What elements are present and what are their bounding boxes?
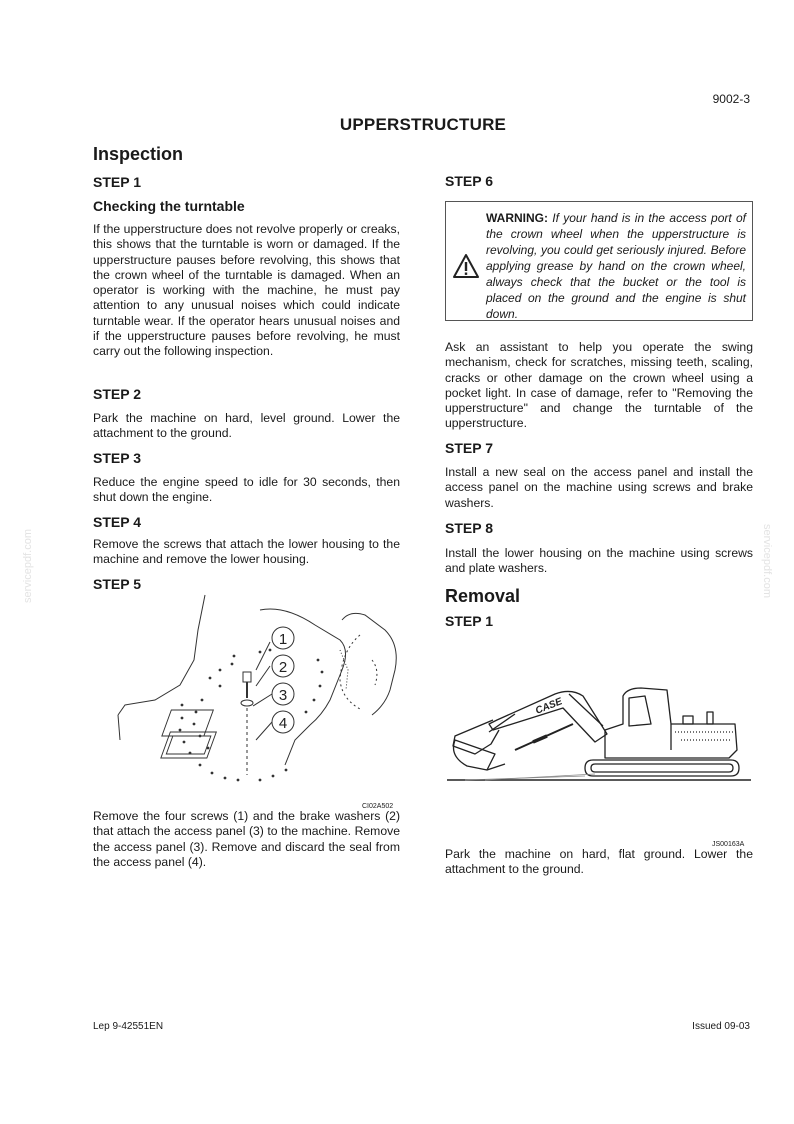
step1-text: If the upperstructure does not revolve properly or creaks, this shows that the turntable is worn or damaged. If the upperstructure pauses before revolving, this shows that the crown wheel of the turntable is damaged. When an operator is working with the machine, he must pay attention to any unusual noises which could indicate turntable wear. If the operator hears unusual noises and if the upperstructure pauses before revolving, he must carry out the following inspection. — [93, 222, 400, 359]
watermark-right: servicepdf.com — [760, 524, 773, 598]
step2-text: Park the machine on hard, level ground. Lower the attachment to the ground. — [93, 411, 400, 441]
warning-box — [445, 201, 753, 321]
callout-2: 2 — [278, 659, 288, 676]
step7-text: Install a new seal on the access panel and install the access panel on the machine using screws and brake washers. — [445, 465, 753, 510]
step1-label: STEP 1 — [93, 174, 141, 190]
step7-label: STEP 7 — [445, 440, 493, 456]
step4-label: STEP 4 — [93, 514, 141, 530]
footer-doc-number: Lep 9-42551EN — [93, 1021, 164, 1032]
step5-text: Remove the four screws (1) and the brake washers (2) that attach the access panel (3) to the machine. Remove the access panel (3). Remove and discard the seal from the access panel (4). — [93, 809, 400, 869]
warning-lead: WARNING: — [486, 211, 548, 225]
step8-label: STEP 8 — [445, 520, 493, 536]
section-removal: Removal — [445, 586, 521, 606]
figure-code-right: JS00163A — [712, 841, 745, 848]
warning-text-block — [486, 210, 746, 322]
figure-code-left: CI02A502 — [362, 803, 394, 810]
step8-text: Install the lower housing on the machine using screws and plate washers. — [445, 546, 753, 576]
step5-label: STEP 5 — [93, 576, 141, 592]
removal-step1-text: Park the machine on hard, flat ground. Lower the attachment to the ground. — [445, 847, 753, 877]
page-title: UPPERSTRUCTURE — [339, 115, 507, 134]
machine-brand-label: CASE — [534, 696, 564, 717]
step6-text: Ask an assistant to help you operate the swing mechanism, check for scratches, missing teeth, scaling, cracks or other damage on the crown wheel using a pocket light. In case of damage, refer to "Removing the upperstructure" and change the turntable of the upperstructure. — [445, 340, 753, 431]
page-number: 9002-3 — [712, 92, 750, 106]
step1-heading: Checking the turntable — [93, 198, 245, 214]
section-inspection: Inspection — [93, 144, 184, 164]
step3-text: Reduce the engine speed to idle for 30 seconds, then shut down the engine. — [93, 475, 400, 505]
warning-message: If your hand is in the access port of the crown wheel when the upperstructure is revolving, you could get seriously injured. Before applying grease by hand on the crown wheel, always check that the bucket or the tool is placed on the ground and the engine is shut down. — [486, 211, 746, 321]
excavator-illustration — [445, 680, 755, 790]
warning-icon — [452, 253, 480, 279]
removal-step1-label: STEP 1 — [445, 613, 493, 629]
footer-issue-date: Issued 09-03 — [692, 1021, 750, 1032]
step3-label: STEP 3 — [93, 450, 141, 466]
step6-label: STEP 6 — [445, 173, 493, 189]
watermark-left: servicepdf.com — [21, 529, 34, 603]
callout-4: 4 — [278, 715, 288, 732]
callout-3: 3 — [278, 687, 288, 704]
access-panel-diagram — [110, 590, 410, 800]
step4-text: Remove the screws that attach the lower housing to the machine and remove the lower housing. — [93, 537, 400, 567]
step2-label: STEP 2 — [93, 386, 141, 402]
callout-1: 1 — [278, 631, 288, 648]
